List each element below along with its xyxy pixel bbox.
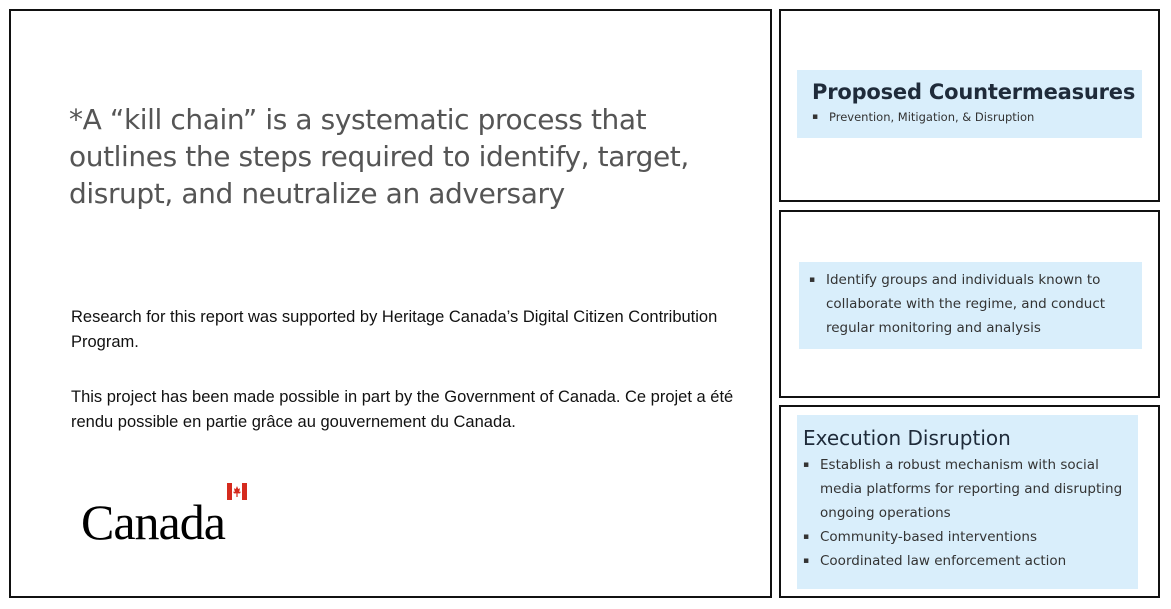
execution-disruption-box bbox=[797, 415, 1138, 589]
svg-text:Canada: Canada bbox=[81, 494, 225, 547]
execution-disruption-list bbox=[803, 453, 1130, 573]
slide-proposed-countermeasures bbox=[779, 9, 1160, 202]
main-slide bbox=[9, 9, 772, 598]
canada-wordmark-icon bbox=[81, 471, 261, 547]
countermeasures-title: Proposed Countermeasures bbox=[812, 80, 1136, 104]
list-item: ▪ Coordinated law enforcement action bbox=[803, 549, 1130, 573]
list-item: ▪ Community-based interventions bbox=[803, 525, 1130, 549]
slide-identify-groups bbox=[779, 210, 1160, 398]
list-item: ▪ Establish a robust mechanism with social media platforms for reporting and disrupting ongoing operations bbox=[803, 453, 1130, 525]
identify-groups-list bbox=[809, 268, 1132, 340]
research-support-note: Research for this report was supported by Heritage Canada’s Digital Citizen Contribution Program. bbox=[71, 308, 718, 351]
list-item: ▪ Identify groups and individuals known to collaborate with the regime, and conduct regular monitoring and analysis bbox=[809, 268, 1132, 340]
countermeasures-list bbox=[812, 108, 1142, 126]
list-item: ▪ Prevention, Mitigation, & Disruption bbox=[812, 108, 1142, 126]
slide-execution-disruption bbox=[779, 405, 1160, 598]
execution-disruption-title: Execution Disruption bbox=[803, 426, 1011, 450]
kill-chain-definition: *A “kill chain” is a systematic process that outlines the steps required to identify, target, disrupt, and neutralize an adversary bbox=[69, 103, 689, 210]
identify-groups-box bbox=[799, 262, 1142, 349]
countermeasures-box bbox=[797, 70, 1142, 138]
canada-wordmark-logo bbox=[81, 471, 261, 552]
funding-note: This project has been made possible in part by the Government of Canada. Ce projet a été rendu possible en partie grâce au gouvernement du Canada. bbox=[71, 388, 734, 431]
